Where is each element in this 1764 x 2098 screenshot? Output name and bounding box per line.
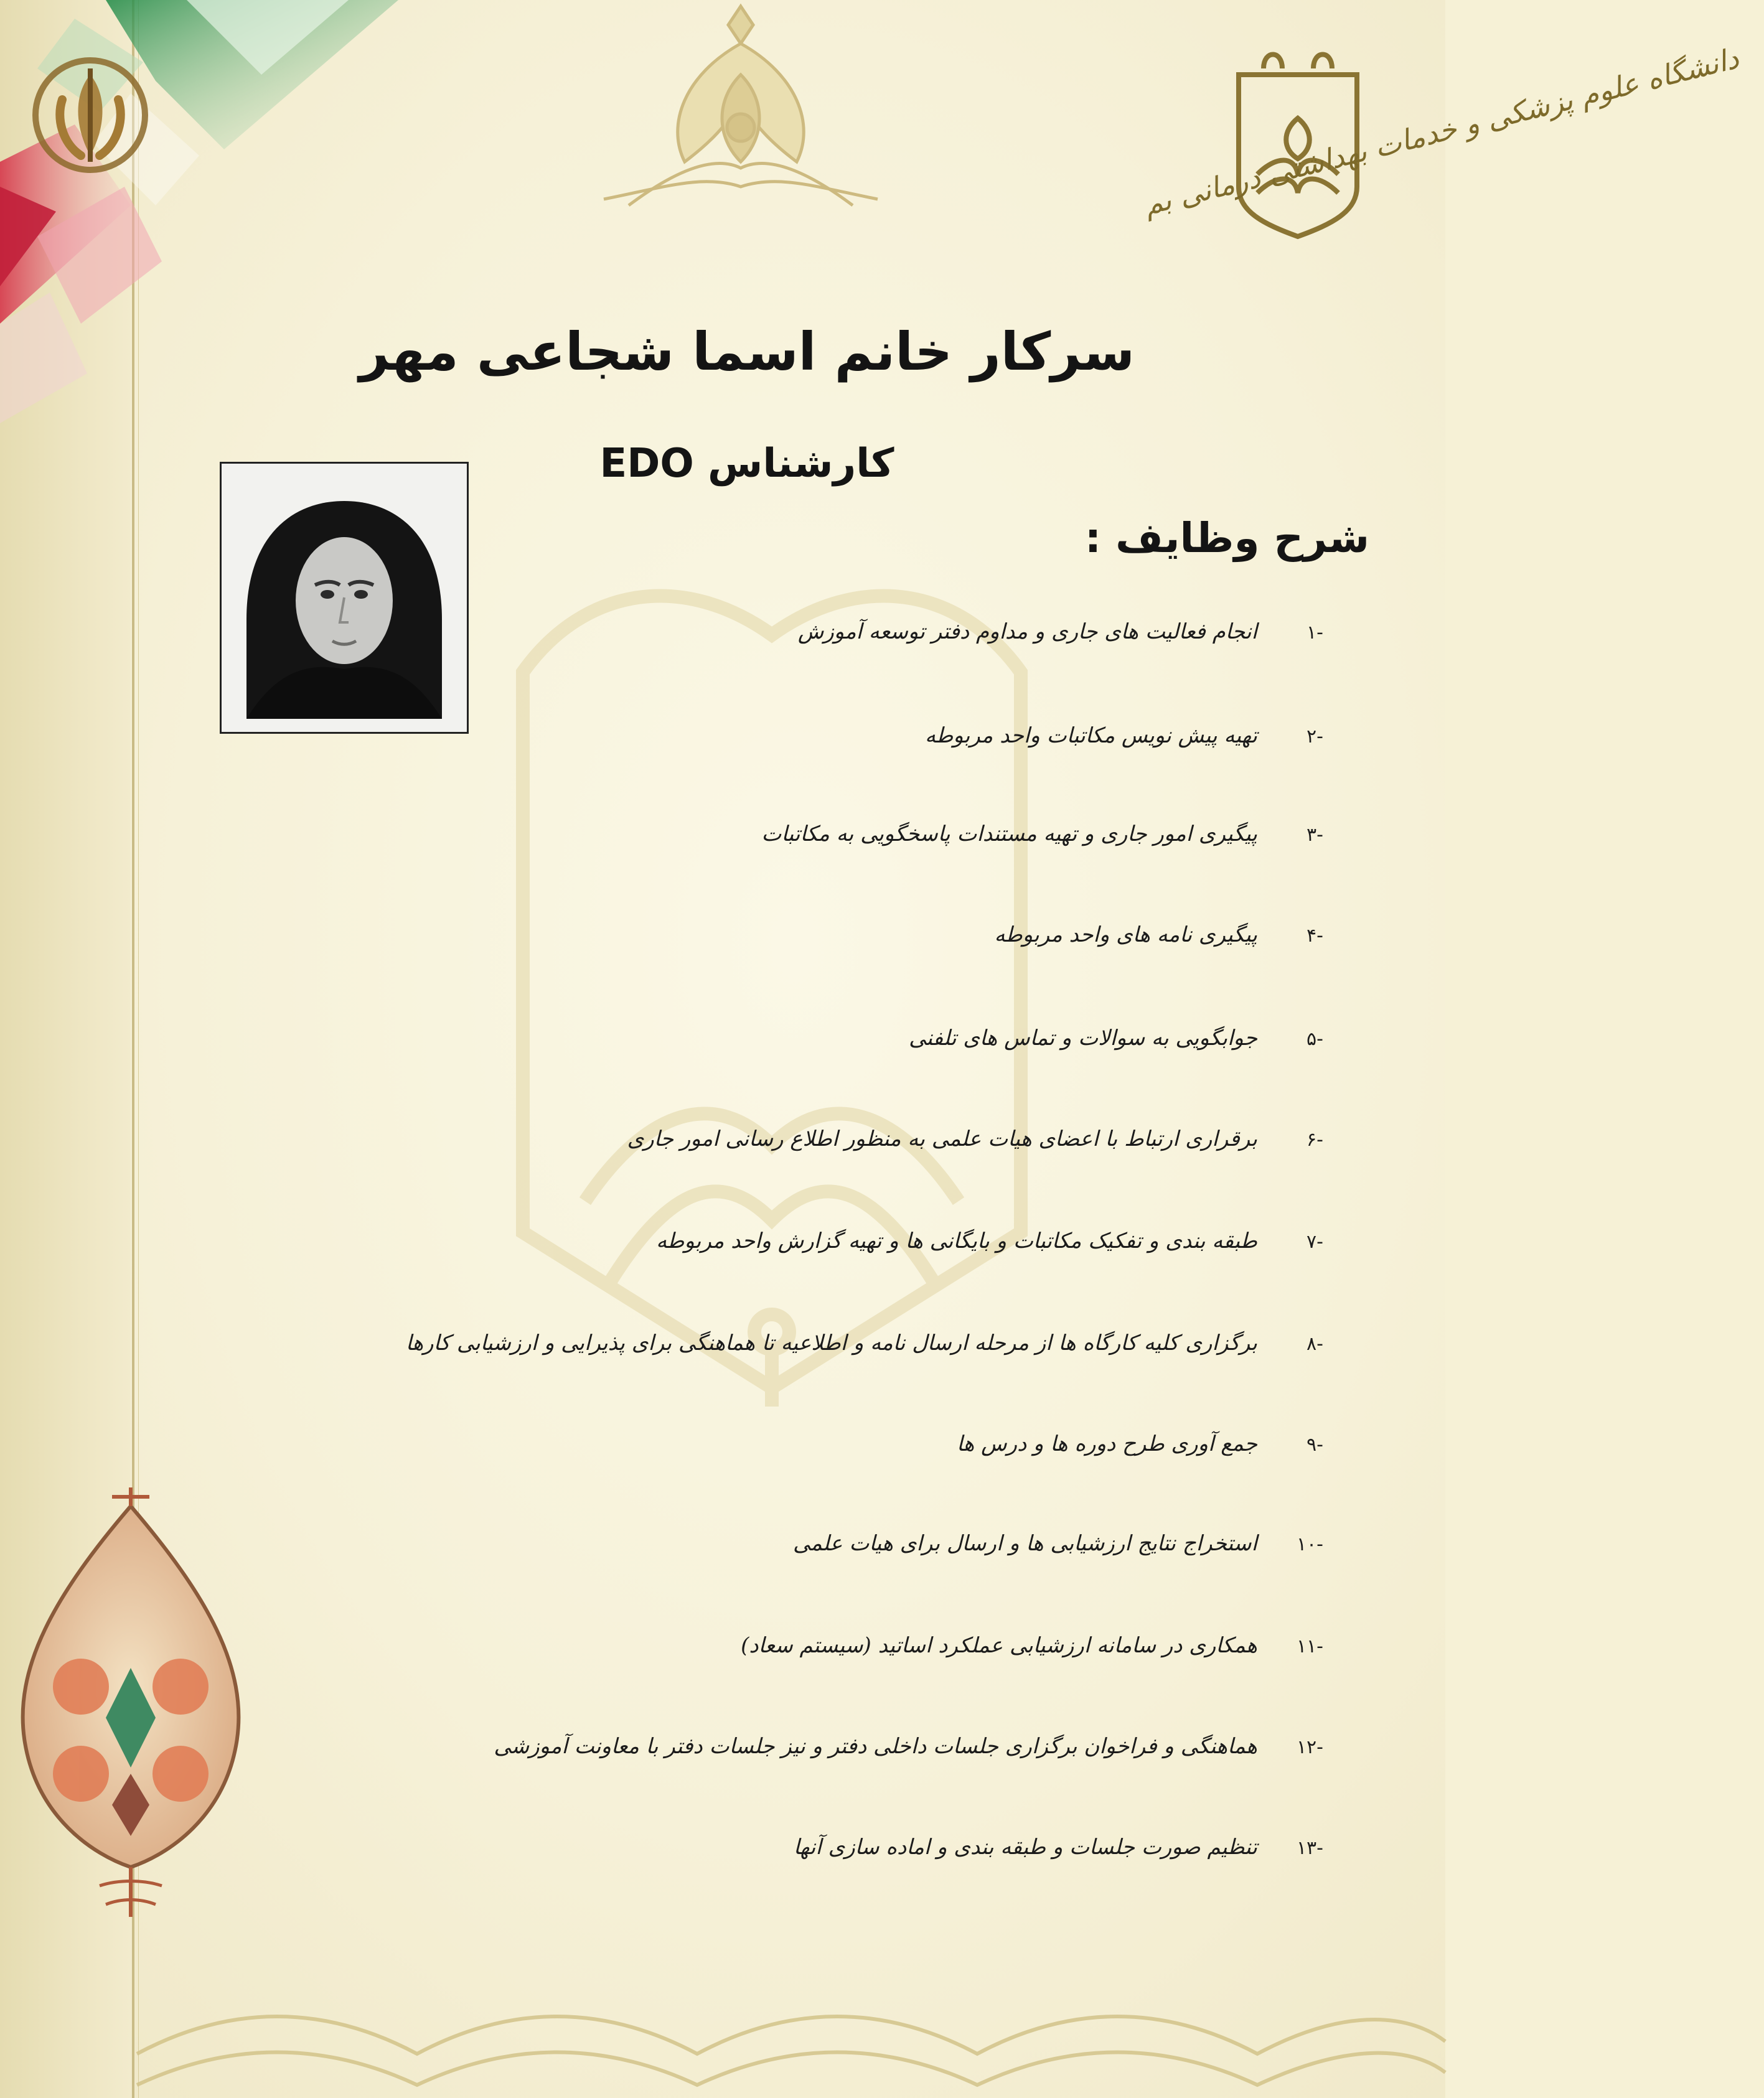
duty-number: -۵ [1307,1028,1323,1050]
duty-number: -۴ [1307,925,1323,947]
job-title: کارشناس EDO [599,441,894,487]
duty-item [203,711,1323,761]
duty-item [203,1216,1323,1266]
duty-number: -۳ [1307,824,1323,846]
duty-text: انجام فعالیت های جاری و مداوم دفتر توسعه آموزش [797,619,1257,644]
duty-item [203,1721,1323,1771]
duty-item [203,1621,1323,1670]
duty-text: هماهنگی و فراخوان برگزاری جلسات داخلی دفتر و نیز جلسات دفتر با معاونت آموزشی [494,1734,1257,1759]
duty-item [203,910,1323,960]
duty-item [203,809,1323,859]
page-title: سرکار خانم اسما شجاعی مهر [359,321,1135,382]
duty-text: طبقه بندی و تفکیک مکاتبات و بایگانی ها و تهیه گزارش واحد مربوطه [656,1229,1257,1253]
university-logo-text: دانشگاه علوم پزشکی و خدمات بهداشتی درمانی بم [1140,41,1742,222]
duty-text: جمع آوری طرح دوره ها و درس ها [957,1431,1257,1456]
duty-item [203,1419,1323,1469]
duty-item [203,1822,1323,1872]
duty-text: پیگیری نامه های واحد مربوطه [994,922,1257,947]
portrait-photo [220,462,469,734]
duty-number: -۱۰ [1296,1534,1323,1555]
duty-number: -۷ [1307,1231,1323,1253]
duty-number: -۲ [1307,726,1323,747]
duty-text: همکاری در سامانه ارزشیابی عملکرد اساتید (سیستم سعاد) [741,1633,1257,1658]
duty-number: -۱ [1307,622,1323,644]
duty-number: -۹ [1307,1434,1323,1456]
duty-item [203,1013,1323,1063]
duty-text: برقراری ارتباط با اعضای هیات علمی به منظور اطلاع رسانی امور جاری [627,1126,1257,1151]
duty-number: -۸ [1307,1333,1323,1355]
duty-item [203,1318,1323,1368]
duty-number: -۱۱ [1296,1636,1323,1657]
duty-item [203,607,1323,657]
portrait-image [222,464,467,732]
duty-number: -۶ [1307,1129,1323,1151]
duty-number: -۱۳ [1296,1837,1323,1859]
duty-text: تنظیم صورت جلسات و طبقه بندی و اماده سازی آنها [793,1835,1257,1860]
duty-text: جوابگویی به سوالات و تماس های تلفنی [909,1026,1257,1051]
national-emblem-icon [25,50,156,180]
duty-text: برگزاری کلیه کارگاه ها از مرحله ارسال نامه و اطلاعیه تا هماهنگی برای پذیرایی و ارزشیابی کارها [405,1331,1257,1356]
duty-item [203,1519,1323,1568]
duty-number: -۱۲ [1296,1736,1323,1758]
duty-text: تهیه پیش نویس مکاتبات واحد مربوطه [924,723,1257,748]
top-center-ornament [591,0,890,212]
duties-heading: شرح وظایف : [1084,514,1369,562]
duty-text: استخراج نتایج ارزشیابی ها و ارسال برای هیات علمی [793,1531,1257,1556]
bottom-border-ornament [137,1979,1445,2098]
duty-item [203,1114,1323,1164]
duty-text: پیگیری امور جاری و تهیه مستندات پاسخگویی به مکاتبات [761,822,1257,846]
